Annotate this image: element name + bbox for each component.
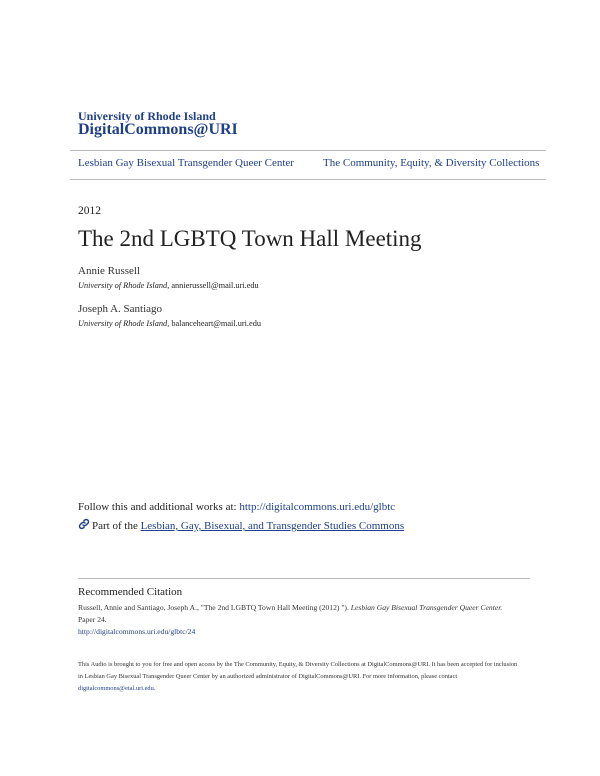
collection-link-community-equity[interactable]: The Community, Equity, & Diversity Collections [323, 157, 540, 169]
collection-link-lgbtq-center[interactable]: Lesbian Gay Bisexual Transgender Queer Center [78, 157, 294, 169]
affiliation-name: University of Rhode Island [78, 281, 168, 290]
part-of-line [78, 518, 404, 532]
access-notice-end: . [153, 685, 156, 692]
contact-email-link[interactable]: digitalcommons@etal.uri.edu [78, 685, 154, 692]
commons-link[interactable]: Lesbian, Gay, Bisexual, and Transgender Studies Commons [140, 520, 405, 532]
follow-label: Follow this and additional works at: [78, 501, 237, 513]
citation-source: Lesbian Gay Bisexual Transgender Queer Center. [350, 603, 503, 612]
follow-line [78, 501, 395, 513]
author-name: Joseph A. Santiago [78, 303, 163, 315]
author-affiliation: University of Rhode Island, annierussell@mail.uri.edu [78, 281, 259, 290]
publication-year: 2012 [78, 205, 101, 217]
paper-title: The 2nd LGBTQ Town Hall Meeting [78, 226, 422, 251]
header-divider-top [70, 150, 546, 151]
author-name: Annie Russell [78, 265, 141, 277]
chain-link-icon [78, 518, 90, 530]
follow-url-link[interactable]: http://digitalcommons.uri.edu/glbtc [239, 501, 396, 513]
repository-name[interactable]: DigitalCommons@URI [78, 121, 238, 138]
citation-text [78, 602, 528, 638]
affiliation-name: University of Rhode Island [78, 319, 168, 328]
header-divider-bottom [70, 179, 546, 180]
access-notice-text: This Audio is brought to you for free and open access by the The Community, Equity, & Diversity Collections at DigitalCommons@URI. It has been accepted for inclusion in Lesbian Gay Bisexual Transgender Queer Center by an authorized administrator of DigitalCommons@URI. For more information, please contact [78, 661, 518, 680]
citation-prefix: Russell, Annie and Santiago, Joseph A., "The 2nd LGBTQ Town Hall Meeting (2012) "). [78, 603, 351, 612]
citation-divider [78, 578, 530, 579]
author-affiliation: University of Rhode Island, balanceheart@mail.uri.edu [78, 319, 261, 328]
institution-name: University of Rhode Island [78, 109, 216, 123]
access-notice [78, 659, 522, 695]
citation-paper-number: Paper 24. [78, 615, 107, 624]
citation-url-link[interactable]: http://digitalcommons.uri.edu/glbtc/24 [78, 627, 196, 636]
author-email: annierussell@mail.uri.edu [171, 281, 259, 290]
author-email: balanceheart@mail.uri.edu [171, 319, 261, 328]
recommended-citation-heading: Recommended Citation [78, 586, 183, 598]
part-of-label: Part of the [92, 520, 138, 532]
